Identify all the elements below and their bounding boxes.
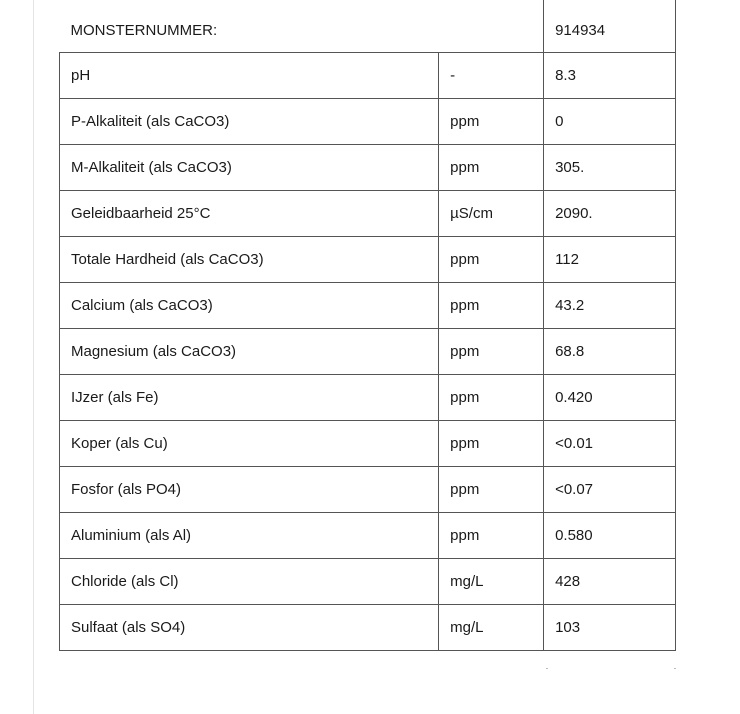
table-row — [60, 421, 676, 467]
parameter-value: 0.420 — [544, 375, 676, 421]
parameter-name: Aluminium (als Al) — [60, 513, 439, 559]
table-row — [60, 513, 676, 559]
parameter-name: Calcium (als CaCO3) — [60, 283, 439, 329]
parameter-unit: µS/cm — [439, 191, 544, 237]
parameter-unit: ppm — [439, 329, 544, 375]
parameter-unit: ppm — [439, 375, 544, 421]
parameter-unit: ppm — [439, 237, 544, 283]
parameter-unit: ppm — [439, 513, 544, 559]
parameter-name: P-Alkaliteit (als CaCO3) — [60, 99, 439, 145]
parameter-value: 0 — [544, 99, 676, 145]
table-row — [60, 605, 676, 651]
sample-number-label: MONSTERNUMMER: — [60, 0, 439, 53]
parameter-unit: - — [439, 53, 544, 99]
parameter-unit: mg/L — [439, 605, 544, 651]
parameter-name: Geleidbaarheid 25°C — [60, 191, 439, 237]
parameter-value: 2090. — [544, 191, 676, 237]
parameter-name: Totale Hardheid (als CaCO3) — [60, 237, 439, 283]
parameter-value: 8.3 — [544, 53, 676, 99]
sample-number-value: 914934 — [544, 0, 676, 53]
table-row — [60, 237, 676, 283]
parameter-name: Sulfaat (als SO4) — [60, 605, 439, 651]
page-left-edge — [33, 0, 34, 714]
parameter-value: <0.07 — [544, 467, 676, 513]
parameter-name: Chloride (als Cl) — [60, 559, 439, 605]
table-body — [60, 0, 676, 651]
sample-number-row — [60, 0, 676, 53]
sample-number-spacer — [439, 0, 544, 53]
parameter-value: 43.2 — [544, 283, 676, 329]
table-row — [60, 375, 676, 421]
table-row — [60, 467, 676, 513]
parameter-unit: mg/L — [439, 559, 544, 605]
trailing-border-mark — [546, 668, 548, 669]
parameter-name: Magnesium (als CaCO3) — [60, 329, 439, 375]
parameter-unit: ppm — [439, 99, 544, 145]
parameter-value: 112 — [544, 237, 676, 283]
table-row — [60, 145, 676, 191]
parameter-value: 0.580 — [544, 513, 676, 559]
trailing-border-mark — [674, 668, 676, 669]
parameter-name: Fosfor (als PO4) — [60, 467, 439, 513]
table-row — [60, 329, 676, 375]
parameter-value: 103 — [544, 605, 676, 651]
parameter-unit: ppm — [439, 145, 544, 191]
parameter-value: 428 — [544, 559, 676, 605]
parameter-unit: ppm — [439, 421, 544, 467]
parameter-name: Koper (als Cu) — [60, 421, 439, 467]
parameter-value: 305. — [544, 145, 676, 191]
parameter-unit: ppm — [439, 283, 544, 329]
parameter-name: M-Alkaliteit (als CaCO3) — [60, 145, 439, 191]
parameter-name: pH — [60, 53, 439, 99]
table-row — [60, 559, 676, 605]
water-analysis-table — [59, 0, 676, 651]
table-row — [60, 99, 676, 145]
parameter-name: IJzer (als Fe) — [60, 375, 439, 421]
table-row — [60, 191, 676, 237]
table-row — [60, 283, 676, 329]
table-row — [60, 53, 676, 99]
parameter-value: 68.8 — [544, 329, 676, 375]
parameter-value: <0.01 — [544, 421, 676, 467]
parameter-unit: ppm — [439, 467, 544, 513]
